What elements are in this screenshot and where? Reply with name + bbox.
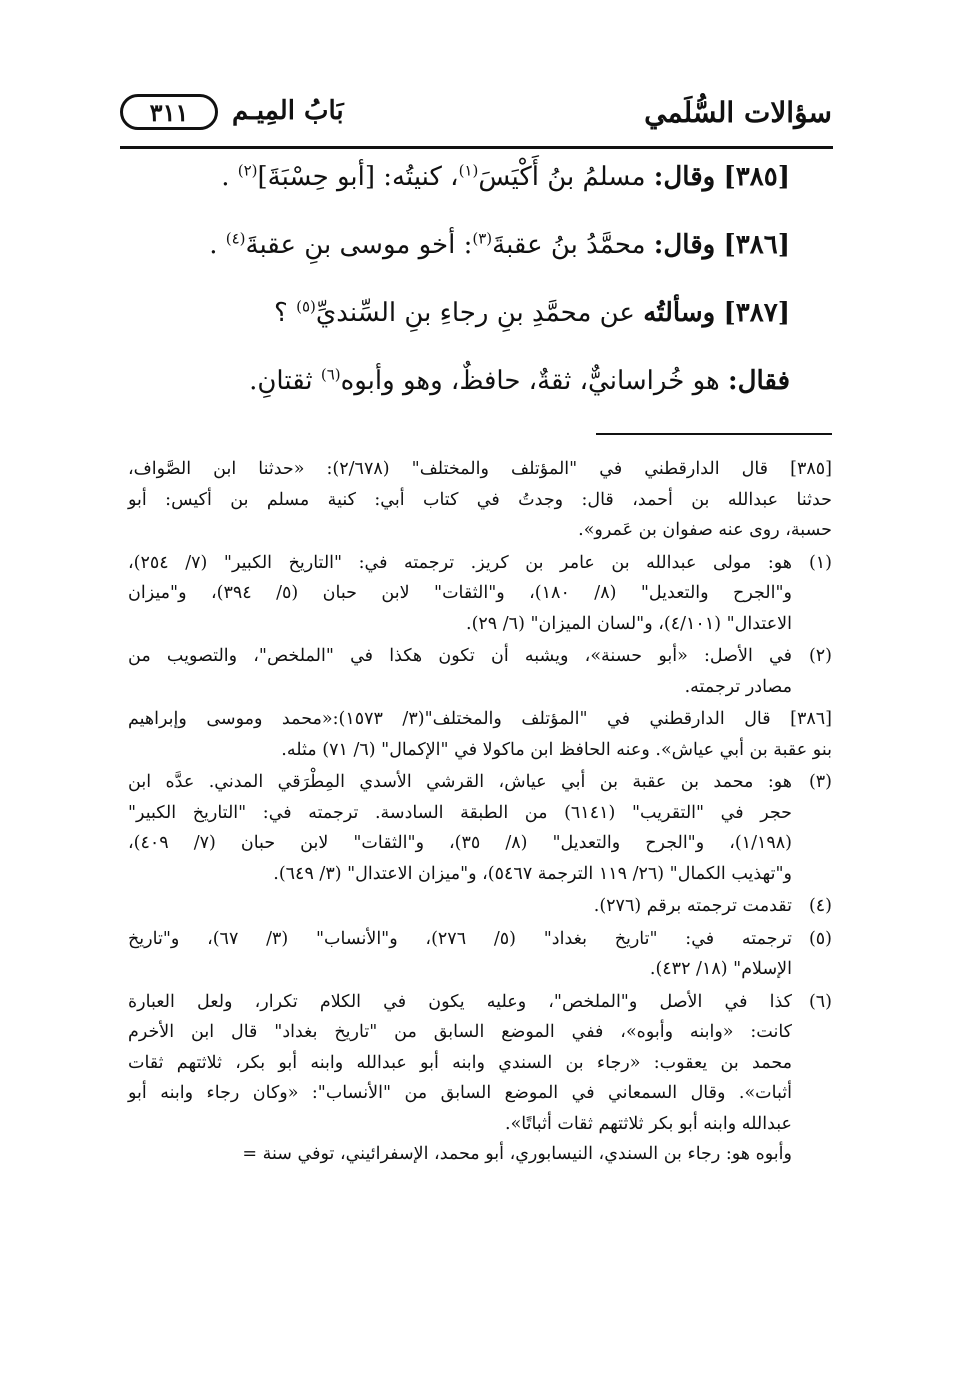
footnote-line: هو: محمد بن عقبة بن أبي عياش، القرشي الأسدي المِطْرَقي المدني. عدَّه ابن	[128, 772, 792, 792]
footnote-ref[interactable]: (٣)	[472, 229, 493, 248]
main-text	[120, 162, 790, 434]
footnotes	[128, 454, 832, 1172]
entry-text: هو خُراسانيٌّ، ثقةٌ، حافظٌ، وهو وأبوه	[340, 366, 720, 396]
footnote-number: (٥)	[808, 928, 832, 949]
footnote-separator	[596, 433, 832, 435]
entry-number: [٣٨٥]	[723, 162, 790, 192]
entry-lead: وقال:	[653, 230, 716, 260]
entry-text: : أخو موسى بنِ عقبةَ	[245, 230, 473, 260]
footnote-ref[interactable]: (٦)	[320, 365, 341, 384]
entry-tail: .	[209, 230, 218, 260]
footnote-line: (١/١٩٨)، و"الجرح والتعديل" (٨/ ٣٥)، و"الثقات" لابن حبان (٧/ ٤٠٩)،	[128, 833, 792, 853]
footnote-line: حدثنا عبدالله بن أحمد، قال: وجدتُ في كتاب أبي: كنية مسلم بن أكيس: أبو	[128, 489, 832, 510]
footnote-line: ترجمته في: "تاريخ بغداد" (٥/ ٢٧٦)، و"الأنساب" (٣/ ٦٧)، و"تاريخ	[128, 928, 793, 949]
footnote-number: (٦)	[808, 991, 832, 1012]
footnote-line: [٣٨٦] قال الدارقطني في "المؤتلف والمختلف"(٣/ ١٥٧٣):«محمد وموسى وإبراهيم	[128, 709, 832, 729]
footnote-386	[128, 704, 832, 765]
entry-number: [٣٨٦]	[723, 230, 790, 260]
footnote-line: في الأصل: «أبو حسنة»، ويشبه أن تكون هكذا في "الملخص"، والتصويب من	[128, 646, 792, 666]
footnote-ref[interactable]: (٥)	[296, 297, 316, 316]
entry-text: ؟	[274, 298, 288, 328]
footnote-number: (٤)	[808, 896, 832, 916]
footnote-line: و"الجرح والتعديل" (٨/ ١٨٠)، و"الثقات" لابن حبان (٥/ ٣٩٤)، و"ميزان	[128, 583, 792, 603]
footnote-line: مصادر ترجمته.	[684, 676, 792, 697]
entry-text: محمَّدُ بنُ عقبةَ	[492, 230, 646, 260]
footnote-4	[128, 891, 832, 922]
entry-number: [٣٨٧]	[723, 298, 790, 328]
footnote-line: الاعتدال" (٤/١٠١)، و"لسان الميزان" (٦/ ٢٩).	[466, 613, 792, 634]
footnote-385	[128, 454, 832, 546]
footnote-line: [٣٨٥] قال الدارقطني في "المؤتلف والمختلف" (٢/٦٧٨): «حدثنا ابن الصَّواف،	[128, 459, 832, 479]
footnote-6	[128, 987, 832, 1170]
footnote-number: (٣)	[808, 772, 832, 792]
header-rule	[120, 146, 833, 149]
footnote-line: هو: مولى عبدالله بن عامر بن كريز. ترجمته في: "التاريخ الكبير" (٧/ ٢٥٤)،	[128, 552, 792, 573]
footnote-line: حسبة، روى عنه صفوان بن عَمرو».	[578, 520, 832, 540]
footnote-ref[interactable]: (١)	[458, 161, 479, 180]
footnote-ref[interactable]: (٤)	[225, 229, 246, 248]
footnote-line: تقدمت ترجمته برقم (٢٧٦).	[593, 896, 792, 916]
footnote-ref[interactable]: (٢)	[237, 161, 258, 180]
footnote-line: حجر في "التقريب" (٦١٤١) من الطبقة السادسة. ترجمته في: "التاريخ الكبير"	[128, 802, 793, 823]
book-title: سؤالات السُّلَمي	[644, 96, 832, 129]
footnote-line: كانت: «وابنه وأبوه»، ففي الموضع السابق من "تاريخ بغداد" قال ابن الأخرم	[128, 1022, 792, 1042]
footnote-line: بنو عقبة بن أبي عياش». وعنه الحافظ ابن ماكولا في "الإكمال" (٦/ ٧١) مثله.	[281, 739, 832, 760]
footnote-number: [٣٨٦]	[790, 709, 832, 729]
footnote-5	[128, 924, 832, 985]
entry-387	[120, 298, 790, 366]
entry-tail: .	[221, 162, 230, 192]
entry-text: ثقتانِ.	[249, 366, 313, 396]
chapter-title: بَابُ المِيـم	[232, 96, 344, 126]
footnote-2	[128, 641, 832, 702]
entry-lead: فقال:	[728, 366, 790, 396]
entry-text: ، كنيتُه: [أبو حِسْبَةَ]	[257, 162, 459, 192]
entry-387-answer	[120, 366, 790, 434]
entry-text: مسلمُ بنُ أَكْيَسَ	[478, 162, 646, 192]
page-number: ٣١١	[120, 94, 218, 130]
entry-lead: وسألتُه	[643, 298, 716, 328]
entry-385	[120, 162, 790, 230]
footnote-3	[128, 767, 832, 889]
entry-text: عن محمَّدِ بنِ رجاءِ بنِ السِّنديِّ	[315, 298, 635, 328]
footnote-number: (٢)	[808, 646, 832, 666]
page-header	[120, 78, 832, 140]
footnote-line: وأبوه هو: رجاء بن السندي، النيسابوري، أبو محمد، الإسفرائيني، توفي سنة =	[242, 1144, 792, 1164]
footnote-number: [٣٨٥]	[790, 459, 832, 479]
entry-lead: وقال:	[653, 162, 716, 192]
footnote-line: كذا في الأصل و"الملخص"، وعليه يكون في الكلام تكرار، ولعل العبارة	[128, 991, 792, 1012]
footnote-line: و"تهذيب الكمال" (٢٦/ ١١٩ الترجمة ٥٤٦٧)، و"ميزان الاعتدال" (٣/ ٦٤٩).	[273, 863, 792, 884]
footnote-line: محمد بن يعقوب: «رجاء بن السندي وابنه أبو عبدالله وابنه أبو بكر، ثلاثتهم ثقات	[128, 1052, 792, 1073]
footnote-line: عبدالله وابنه أبو بكر ثلاثتهم ثقات أثباتًا».	[505, 1113, 792, 1134]
entry-386	[120, 230, 790, 298]
footnote-line: الإسلام" (١٨/ ٤٣٢).	[649, 959, 792, 979]
footnote-number: (١)	[808, 552, 832, 573]
footnote-line: أثبات». وقال السمعاني في الموضع السابق من "الأنساب": «وكان رجاء وابنه أبو	[128, 1083, 792, 1103]
footnote-1	[128, 548, 832, 640]
